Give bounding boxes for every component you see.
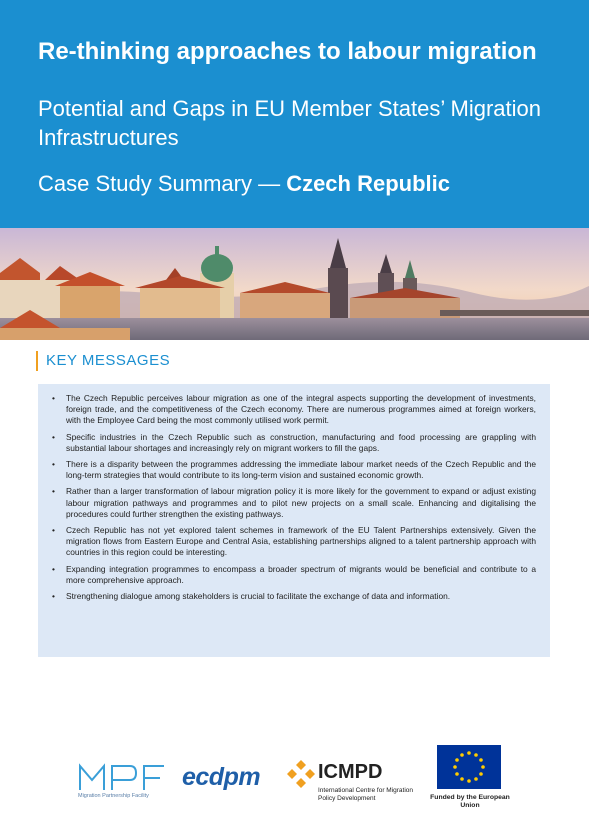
key-messages-box	[38, 384, 550, 657]
key-message-item: • Rather than a larger transformation of labour migration policy it is more likely for the government to expand or adjust existing labour migration pathways and programmes and to pilot new projects on a small scale. Enhancing and digitalising the procedures could further strengthen the existing pathways.	[52, 486, 536, 520]
icmpd-caption: International Centre for Migration Policy Development	[318, 787, 414, 802]
eu-flag-icon	[437, 745, 501, 789]
icmpd-mark-icon	[286, 759, 316, 789]
key-message-item: • Expanding integration programmes to encompass a broader spectrum of migrants would be beneficial and contribute to a more comprehensive approach.	[52, 564, 536, 586]
partner-logos	[0, 735, 589, 825]
key-message-item: • Czech Republic has not yet explored talent schemes in framework of the EU Talent Partnerships extensively. Given the migration flows from Eastern Europe and Central Asia, establishing partnerships aligned to a talent partnership approach with countries in this region could be interesting.	[52, 525, 536, 559]
eu-funding-caption: Funded by the European Union	[430, 794, 510, 810]
key-messages-list	[52, 393, 536, 602]
country-name: Czech Republic	[286, 171, 450, 196]
header-band	[0, 0, 589, 228]
case-study-prefix: Case Study Summary —	[38, 171, 287, 196]
mpf-logo	[78, 762, 166, 792]
document-subtitle: Potential and Gaps in EU Member States’ Migration Infrastructures	[38, 96, 541, 150]
key-messages-heading: KEY MESSAGES	[36, 351, 170, 371]
key-message-item: • Specific industries in the Czech Republic such as construction, manufacturing and food processing are grappling with substantial labour shortages and increasingly rely on migrant workers to fill the gaps.	[52, 432, 536, 454]
key-message-item: • The Czech Republic perceives labour migration as one of the integral aspects supporting the development of investments, foreign trade, and the competitiveness of the Czech economy. There are numerous programmes aimed at foreign workers, with the Employee Card being the most commonly utilised work permit.	[52, 393, 536, 427]
prague-skyline-photo	[0, 228, 589, 340]
case-study-line	[38, 170, 578, 198]
document-title: Re-thinking approaches to labour migration	[38, 38, 537, 65]
ecdpm-logo: ecdpm	[182, 763, 261, 791]
key-message-item: • Strengthening dialogue among stakeholders is crucial to facilitate the exchange of data and information.	[52, 591, 536, 602]
key-message-item: • There is a disparity between the programmes addressing the immediate labour market needs of the Czech Republic and the long-term strategies that would contribute to its long-term vision and sustained economic growth.	[52, 459, 536, 481]
mpf-caption: Migration Partnership Facility	[78, 793, 149, 799]
icmpd-logo-text: ICMPD	[318, 761, 383, 783]
